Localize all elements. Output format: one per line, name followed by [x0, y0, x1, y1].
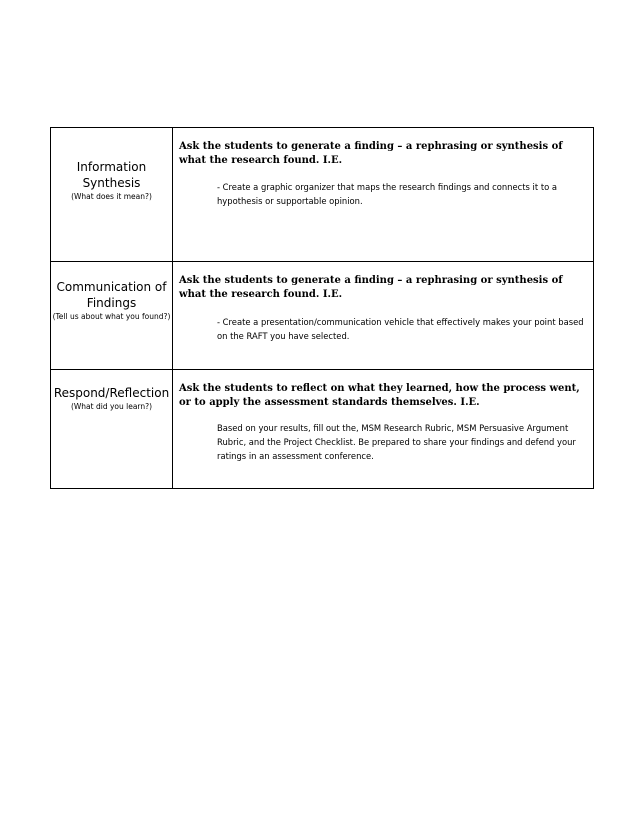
assignment-table: [50, 127, 594, 489]
instruction-cell: [173, 128, 594, 262]
stage-title: Respond/Reflection: [53, 386, 170, 400]
stage-cell: [51, 128, 173, 262]
stage-title: Communication of: [56, 280, 167, 294]
instruction-detail: - Create a graphic organizer that maps the research findings and connects it to a hypothesis or supportable opinion.: [217, 182, 558, 206]
instruction-prompt: Ask the students to generate a finding – a rephrasing or synthesis of what the research found. I.E.: [179, 275, 563, 300]
instruction-detail: Based on your results, fill out the, MSM Research Rubric, MSM Persuasive Argument Rubric, and the Project Checklist. Be prepared to share your findings and defend your ratings in an assessment conference.: [217, 423, 576, 461]
stage-cell: [51, 262, 173, 370]
stage-title: Information: [76, 160, 147, 174]
instruction-detail: - Create a presentation/communication vehicle that effectively makes your point based on the RAFT you have selected.: [217, 317, 584, 341]
table-row: [51, 128, 594, 262]
instruction-cell: [173, 262, 594, 370]
stage-title: Findings: [86, 296, 137, 310]
instruction-prompt: Ask the students to reflect on what they learned, how the process went, or to apply the assessment standards themselves. I.E.: [179, 383, 580, 408]
table-row: [51, 370, 594, 489]
stage-cell: [51, 370, 173, 489]
stage-title: Synthesis: [82, 176, 141, 190]
stage-subtitle: (Tell us about what you found?): [52, 312, 171, 321]
table-row: [51, 262, 594, 370]
stage-subtitle: (What did you learn?): [70, 402, 153, 411]
instruction-prompt: Ask the students to generate a finding – a rephrasing or synthesis of what the research found. I.E.: [179, 141, 563, 166]
instruction-cell: [173, 370, 594, 489]
stage-subtitle: (What does it mean?): [71, 192, 152, 201]
